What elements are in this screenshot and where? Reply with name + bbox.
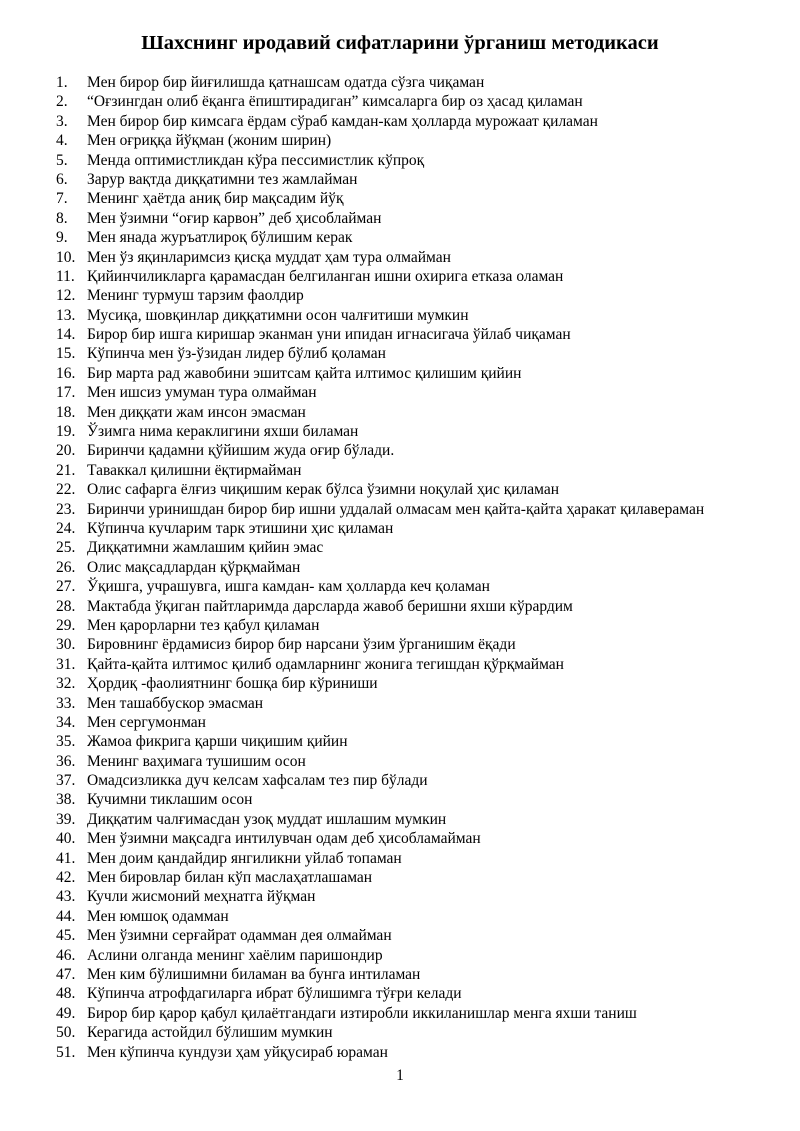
item-text: Қийинчиликларга қарамасдан белгиланган ишни охирига етказа оламан xyxy=(87,267,564,285)
item-text: Аслини олганда менинг хаёлим паришондир xyxy=(87,946,383,964)
item-number: 21. xyxy=(56,461,76,479)
item-number: 16. xyxy=(56,364,76,382)
list-item xyxy=(0,577,800,596)
item-number: 25. xyxy=(56,539,76,557)
item-text: Мен бирор бир йиғилишда қатнашсам одатда сўзга чиқаман xyxy=(87,74,485,91)
list-item xyxy=(0,694,800,713)
item-number: 44. xyxy=(56,907,76,925)
item-text: Менинг ҳаётда аниқ бир мақсадим йўқ xyxy=(87,190,344,208)
list-item xyxy=(0,403,800,422)
item-number: 36. xyxy=(56,752,76,770)
list-item xyxy=(0,810,800,829)
list-item xyxy=(0,771,800,790)
item-number: 13. xyxy=(56,306,76,324)
item-text: Кучли жисмоний меҳнатга йўқман xyxy=(87,888,316,906)
list-item xyxy=(0,868,800,887)
item-text: Мен диққати жам инсон эмасман xyxy=(87,403,306,421)
item-text: Мен бирор бир кимсага ёрдам сўраб камдан-кам ҳолларда мурожаат қиламан xyxy=(87,112,598,130)
list-item xyxy=(0,1023,800,1042)
item-text: Ўзимга нима кераклигини яхши биламан xyxy=(87,423,359,441)
item-number: 26. xyxy=(56,558,76,576)
item-text: “Оғзингдан олиб ёқанга ёпиштирадиган” кимсаларга бир оз ҳасад қиламан xyxy=(87,93,583,111)
item-text: Менинг турмуш тарзим фаолдир xyxy=(87,287,304,305)
item-number: 46. xyxy=(56,946,76,964)
item-number: 41. xyxy=(56,849,76,867)
item-text: Қайта-қайта илтимос қилиб одамларнинг жонига тегишдан қўрқмайман xyxy=(87,655,564,673)
list-item xyxy=(0,732,800,751)
item-text: Мен ўзимни мақсадга интилувчан одам деб ҳисобламайман xyxy=(87,830,481,848)
item-number: 32. xyxy=(56,675,76,693)
list-item xyxy=(0,713,800,732)
item-number: 29. xyxy=(56,616,76,634)
item-text: Мен юмшоқ одамман xyxy=(87,907,229,925)
item-number: 19. xyxy=(56,423,76,441)
list-item xyxy=(0,616,800,635)
list-item xyxy=(0,500,800,519)
item-number: 33. xyxy=(56,694,76,712)
list-item xyxy=(0,364,800,383)
item-number: 47. xyxy=(56,965,76,983)
item-number: 15. xyxy=(56,345,76,363)
item-number: 3. xyxy=(56,112,68,130)
list-item xyxy=(0,1043,800,1062)
list-item xyxy=(0,849,800,868)
item-text: Кўпинча атрофдагиларга ибрат бўлишимга тўғри келади xyxy=(87,985,462,1003)
list-item xyxy=(0,538,800,557)
item-text: Мен ким бўлишимни биламан ва бунга интиламан xyxy=(87,965,421,983)
item-number: 18. xyxy=(56,403,76,421)
item-text: Диққатимни жамлашим қийин эмас xyxy=(87,539,324,557)
list-item xyxy=(0,752,800,771)
page-title: Шахснинг иродавий сифатларини ўрганиш методикаси xyxy=(141,32,659,54)
list-item xyxy=(0,926,800,945)
item-text: Мен ўз яқинларимсиз қисқа муддат ҳам тура олмайман xyxy=(87,248,451,266)
list-item xyxy=(0,790,800,809)
list-item xyxy=(0,248,800,267)
item-text: Зарур вақтда диққатимни тез жамлайман xyxy=(87,170,358,188)
list-item xyxy=(0,965,800,984)
item-text: Мен оғриққа йўқман (жоним ширин) xyxy=(87,132,332,150)
list-item xyxy=(0,112,800,131)
list-item xyxy=(0,558,800,577)
item-number: 50. xyxy=(56,1024,76,1042)
item-text: Мусиқа, шовқинлар диққатимни осон чалғитиши мумкин xyxy=(87,306,469,324)
item-text: Мен ўзимни серғайрат одамман дея олмайман xyxy=(87,927,392,945)
item-text: Мактабда ўқиган пайтларимда дарсларда жавоб беришни яхши кўрардим xyxy=(87,597,573,615)
item-text: Бир марта рад жавобини эшитсам қайта илтимос қилишим қийин xyxy=(87,364,522,382)
list-item xyxy=(0,228,800,247)
item-number: 24. xyxy=(56,519,76,537)
item-text: Менда оптимистликдан кўра пессимистлик кўпроқ xyxy=(87,151,425,169)
item-text: Диққатим чалғимасдан узоқ муддат ишлашим мумкин xyxy=(87,810,447,828)
list-item xyxy=(0,383,800,402)
list-item xyxy=(0,131,800,150)
item-number: 38. xyxy=(56,791,76,809)
item-number: 20. xyxy=(56,442,76,460)
item-text: Бировнинг ёрдамисиз бирор бир нарсани ўзим ўрганишим ёқади xyxy=(87,636,516,654)
list-item xyxy=(0,946,800,965)
item-text: Таваккал қилишни ёқтирмайман xyxy=(87,461,302,479)
item-number: 4. xyxy=(56,132,68,150)
item-text: Олис сафарга ёлғиз чиқишим керак бўлса ўзимни ноқулай ҳис қиламан xyxy=(87,481,560,499)
item-text: Бирор бир қарор қабул қилаётгандаги изтиробли иккиланишлар менга яхши таниш xyxy=(87,1004,637,1022)
item-number: 23. xyxy=(56,500,76,518)
item-text: Кўпинча мен ўз-ўзидан лидер бўлиб қоламан xyxy=(87,345,386,363)
list-item xyxy=(0,635,800,654)
item-text: Кучимни тиклашим осон xyxy=(87,791,253,809)
item-number: 45. xyxy=(56,927,76,945)
item-number: 10. xyxy=(56,248,76,266)
item-text: Бирор бир ишга киришар эканман уни ипидан игнасигача ўйлаб чиқаман xyxy=(87,326,571,344)
list-item xyxy=(0,655,800,674)
item-number: 40. xyxy=(56,830,76,848)
item-text: Мен сергумонман xyxy=(87,713,206,731)
item-number: 6. xyxy=(56,170,68,188)
list-item xyxy=(0,73,800,92)
item-number: 8. xyxy=(56,209,68,227)
item-number: 11. xyxy=(56,267,75,285)
item-number: 12. xyxy=(56,287,76,305)
list-item xyxy=(0,209,800,228)
list-item xyxy=(0,151,800,170)
list-item xyxy=(0,422,800,441)
item-text: Мен ўзимни “оғир карвон” деб ҳисоблайман xyxy=(87,209,382,227)
list-item xyxy=(0,480,800,499)
item-number: 7. xyxy=(56,190,68,208)
list-item xyxy=(0,306,800,325)
item-text: Мен ташаббускор эмасман xyxy=(87,694,264,712)
item-text: Биринчи қадамни қўйишим жуда оғир бўлади. xyxy=(87,442,395,460)
item-number: 51. xyxy=(56,1043,76,1061)
item-number: 30. xyxy=(56,636,76,654)
item-text: Жамоа фикрига қарши чиқишим қийин xyxy=(87,733,348,751)
item-number: 48. xyxy=(56,985,76,1003)
list-item xyxy=(0,887,800,906)
item-number: 14. xyxy=(56,326,76,344)
item-text: Ўқишга, учрашувга, ишга камдан- кам ҳолларда кеч қоламан xyxy=(87,578,490,596)
item-number: 9. xyxy=(56,229,68,247)
item-text: Мен кўпинча кундузи ҳам уйқусираб юраман xyxy=(87,1043,388,1061)
item-text: Кўпинча кучларим тарк этишини ҳис қиламан xyxy=(87,519,394,537)
list-item xyxy=(0,286,800,305)
item-number: 28. xyxy=(56,597,76,615)
item-text: Менинг ваҳимага тушишим осон xyxy=(87,752,306,770)
item-number: 35. xyxy=(56,733,76,751)
item-text: Мен ишсиз умуман тура олмайман xyxy=(87,384,317,402)
item-text: Ҳордиқ -фаолиятнинг бошқа бир кўриниши xyxy=(87,675,378,693)
list-item xyxy=(0,325,800,344)
item-number: 42. xyxy=(56,869,76,887)
item-number: 43. xyxy=(56,888,76,906)
list-item xyxy=(0,1004,800,1023)
list-item xyxy=(0,189,800,208)
item-number: 39. xyxy=(56,810,76,828)
list-item xyxy=(0,92,800,111)
item-text: Мен доим қандайдир янгиликни уйлаб топаман xyxy=(87,849,402,867)
list-item xyxy=(0,519,800,538)
item-number: 2. xyxy=(56,93,68,111)
page-number: 1 xyxy=(396,1067,404,1084)
item-text: Биринчи уринишдан бирор бир ишни уддалай олмасам мен қайта-қайта ҳаракат қилавераман xyxy=(87,500,705,518)
list-item xyxy=(0,344,800,363)
questionnaire-list xyxy=(0,73,800,1062)
item-number: 27. xyxy=(56,578,76,596)
item-text: Керагида астойдил бўлишим мумкин xyxy=(87,1024,333,1042)
item-number: 17. xyxy=(56,384,76,402)
list-item xyxy=(0,170,800,189)
list-item xyxy=(0,829,800,848)
item-text: Олис мақсадлардан қўрқмайман xyxy=(87,558,301,576)
list-item xyxy=(0,597,800,616)
list-item xyxy=(0,267,800,286)
list-item xyxy=(0,984,800,1003)
item-text: Мен қарорларни тез қабул қиламан xyxy=(87,616,320,634)
item-number: 37. xyxy=(56,772,76,790)
item-text: Мен янада журъатлироқ бўлишим керак xyxy=(87,229,353,247)
item-text: Мен бировлар билан кўп маслаҳатлашаман xyxy=(87,869,373,887)
list-item xyxy=(0,461,800,480)
item-number: 34. xyxy=(56,713,76,731)
item-number: 31. xyxy=(56,655,76,673)
item-number: 1. xyxy=(56,74,68,91)
item-number: 49. xyxy=(56,1004,76,1022)
item-number: 5. xyxy=(56,151,68,169)
list-item xyxy=(0,907,800,926)
list-item xyxy=(0,441,800,460)
list-item xyxy=(0,674,800,693)
item-number: 22. xyxy=(56,481,76,499)
item-text: Омадсизликка дуч келсам хафсалам тез пир бўлади xyxy=(87,772,428,790)
